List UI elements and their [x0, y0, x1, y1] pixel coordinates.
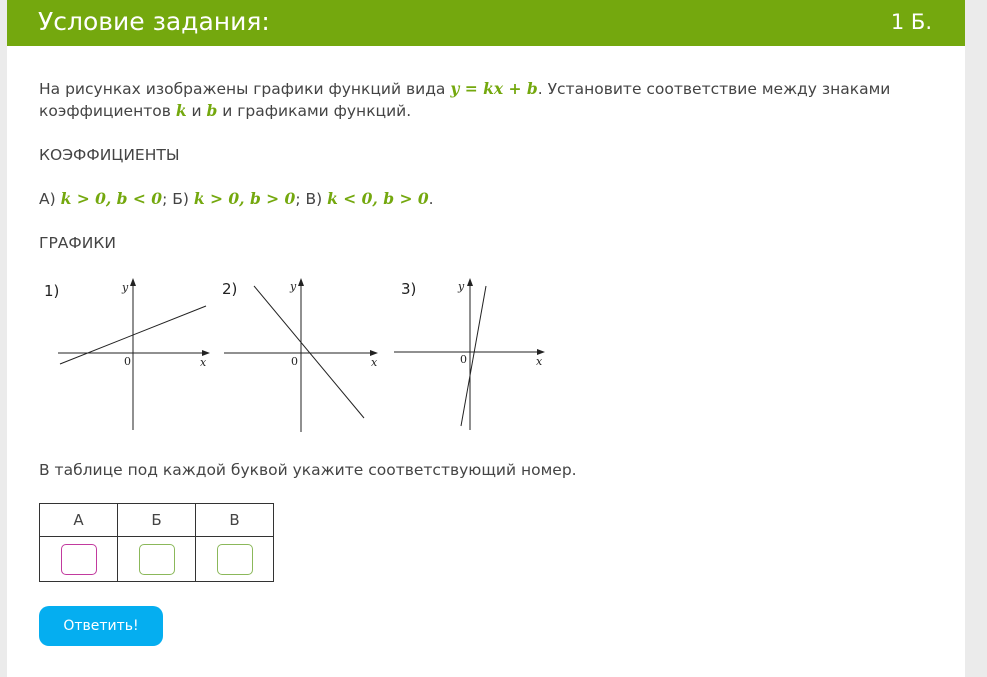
graph-3 [394, 278, 545, 430]
answer-input-c[interactable] [217, 544, 253, 575]
answer-cell-b [118, 537, 196, 582]
answer-cell-a [40, 537, 118, 582]
instruction-text: В таблице под каждой буквой укажите соответствующий номер. [39, 461, 577, 479]
graph-1-y-label: y [122, 281, 129, 294]
intro-b: b [206, 101, 218, 120]
graph-1-origin: 0 [124, 355, 131, 368]
coefficients-line [39, 188, 434, 210]
answer-input-b[interactable] [139, 544, 175, 575]
graph-2-x-label: x [371, 356, 378, 369]
answer-header-c: В [196, 504, 274, 537]
graph-3-y-arrow [467, 278, 473, 286]
header-score: 1 Б. [890, 10, 932, 34]
answer-table-inputs [40, 537, 274, 582]
graph-2 [222, 278, 378, 432]
graph-3-label: 3) [401, 280, 417, 298]
intro-text-1: На рисунках изображены графики функций вида [39, 80, 451, 98]
graph-2-label: 2) [222, 280, 238, 298]
coef-c-math: k < 0, b > 0 [327, 189, 429, 208]
graph-2-y-arrow [298, 278, 304, 286]
intro-text-4: и графиками функций. [217, 102, 412, 120]
graph-3-x-label: x [536, 355, 543, 368]
intro-text-3: коэффициентов [39, 102, 176, 120]
intro-and: и [186, 102, 207, 120]
coef-a-math: k > 0, b < 0 [60, 189, 163, 208]
intro-k: k [175, 101, 187, 120]
graph-1 [44, 278, 210, 430]
coefficients-heading: КОЭФФИЦИЕНТЫ [39, 146, 180, 164]
answer-table [39, 503, 274, 582]
answer-header-b: Б [118, 504, 196, 537]
answer-table-header [40, 504, 274, 537]
coef-a-label: А) [39, 190, 61, 208]
task-header [7, 0, 965, 46]
graph-3-origin: 0 [460, 353, 467, 366]
coef-c-label: ; В) [295, 190, 328, 208]
graph-2-y-label: y [290, 280, 297, 293]
intro-formula: y = kx + b [450, 79, 538, 98]
intro-text-2: . Установите соответствие между знаками [537, 80, 891, 98]
graph-1-x-label: x [200, 356, 207, 369]
coef-b-math: k > 0, b > 0 [193, 189, 296, 208]
coef-end: . [428, 190, 434, 208]
answer-input-a[interactable] [61, 544, 97, 575]
answer-header-a: А [40, 504, 118, 537]
header-title: Условие задания: [38, 7, 270, 36]
submit-button[interactable]: Ответить! [39, 606, 163, 646]
task-intro [39, 78, 890, 122]
coef-b-label: ; Б) [162, 190, 194, 208]
graph-3-y-label: y [458, 280, 465, 293]
graph-1-label: 1) [44, 282, 60, 300]
graph-1-y-arrow [130, 278, 136, 286]
graphs-heading: ГРАФИКИ [39, 234, 116, 252]
answer-cell-c [196, 537, 274, 582]
graph-2-line [254, 286, 364, 418]
graph-2-origin: 0 [291, 355, 298, 368]
graphs-figure [40, 268, 560, 438]
